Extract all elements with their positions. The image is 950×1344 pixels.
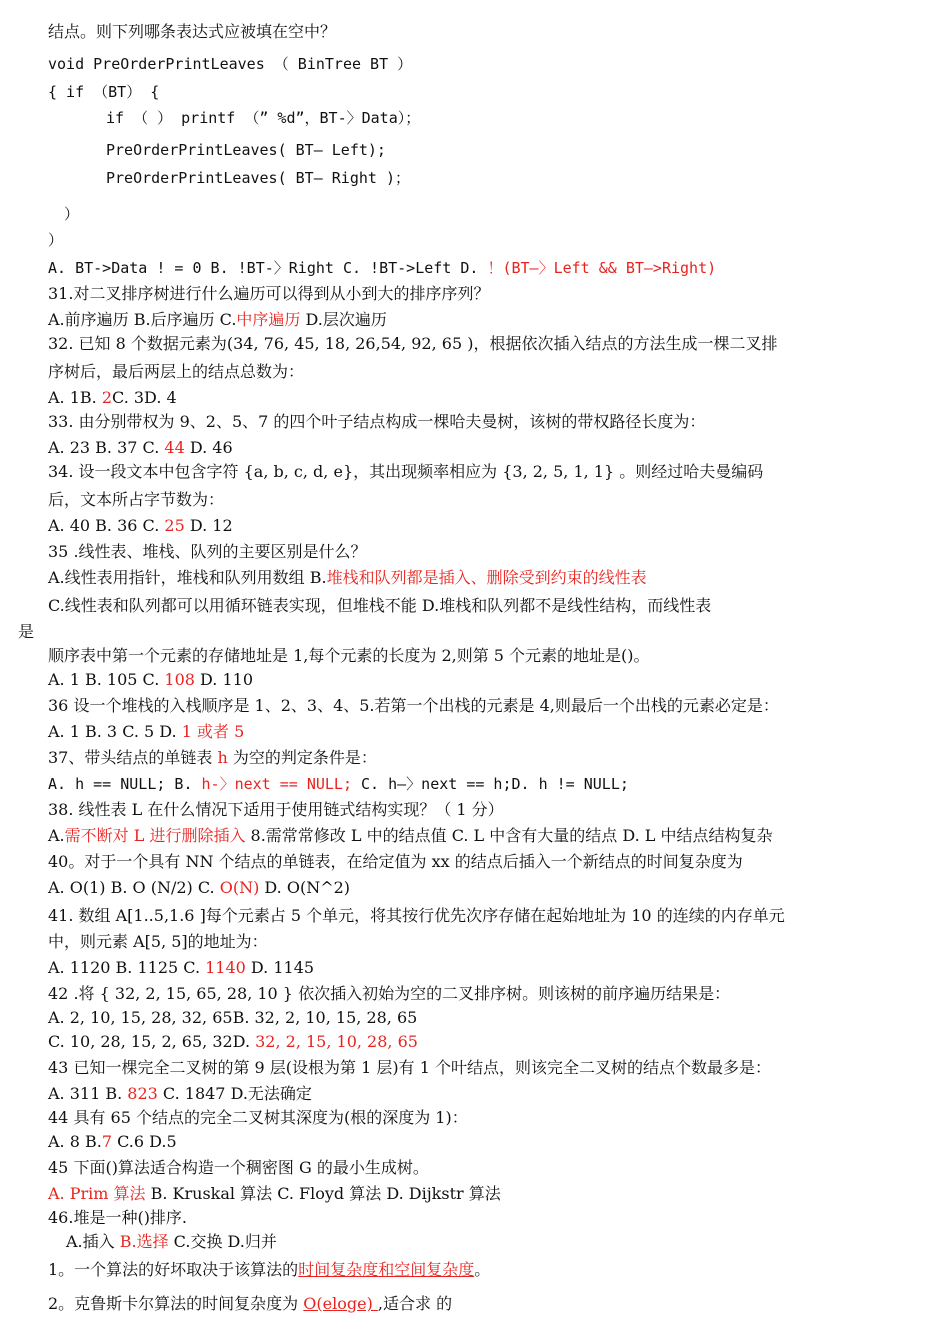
answer-text: O(N): [219, 878, 260, 897]
line-text: A. 1120 B. 1125 C.: [48, 958, 206, 977]
text-line: [48, 670, 253, 690]
line-text: 2。克鲁斯卡尔算法的时间复杂度为: [48, 1294, 304, 1313]
text-line: [48, 722, 244, 742]
line-text: 42 .将 { 32, 2, 15, 65, 28, 10 } 依次插入初始为空的二叉排序树。则该树的前序遍历结果是：: [48, 984, 731, 1003]
text-line: [48, 542, 367, 562]
line-text: void PreOrderPrintLeaves （ BinTree BT ）: [48, 55, 413, 73]
line-text: 32. 已知 8 个数据元素为(34, 76, 45, 18, 26,54, 92, 65 )，根据依次插入结点的方法生成一棵二叉排: [48, 334, 778, 353]
answer-text: 时间复杂度和空间复杂度: [298, 1260, 475, 1279]
text-line: [48, 696, 779, 716]
answer-text: ！(BT—〉Left && BT—>Right): [487, 259, 717, 277]
line-text: ）: [48, 231, 64, 249]
line-text: A. 1 B. 3 C. 5 D.: [48, 722, 182, 741]
answer-text: 7: [101, 1132, 113, 1151]
line-text: C. 1847 D.无法确定: [157, 1084, 312, 1103]
line-text: A.前序遍历 B.后序遍历 C.: [48, 310, 237, 329]
text-line: [48, 958, 314, 978]
text-line: [48, 1132, 177, 1152]
answer-text: 1140: [205, 958, 246, 977]
line-text: 后，文本所占字节数为：: [48, 490, 225, 509]
text-line: [48, 490, 224, 510]
text-line: [48, 826, 772, 846]
text-line: [18, 622, 34, 642]
text-line: [48, 800, 504, 820]
line-text: 中，则元素 A[5, 5]的地址为：: [48, 932, 268, 951]
text-line: [48, 388, 177, 408]
text-line: [48, 774, 629, 794]
line-text: A.插入: [66, 1232, 120, 1251]
answer-text: 2: [101, 388, 113, 407]
text-line: [48, 1294, 452, 1314]
answer-text: 1 或者 5: [181, 722, 245, 741]
text-line: [48, 748, 377, 768]
answer-text: 堆栈和队列都是插入、删除受到约束的线性表: [326, 568, 647, 587]
line-text: C.交换 D.归并: [168, 1232, 277, 1251]
line-text: 序树后，最后两层上的结点总数为：: [48, 362, 305, 381]
text-line: [48, 568, 647, 588]
line-text: 44 具有 65 个结点的完全二叉树其深度为(根的深度为 1)：: [48, 1108, 468, 1127]
text-line: [106, 140, 386, 160]
text-line: [48, 1008, 417, 1028]
line-text: D. 1145: [245, 958, 315, 977]
line-text: A. 8 B.: [48, 1132, 102, 1151]
text-line: [48, 412, 705, 432]
text-line: [48, 334, 777, 354]
line-text: C.6 D.5: [112, 1132, 177, 1151]
answer-text: h: [217, 748, 228, 767]
text-line: [48, 1032, 418, 1052]
text-line: [64, 204, 79, 224]
line-text: D.层次遍历: [300, 310, 387, 329]
line-text: 45 下面()算法适合构造一个稠密图 G 的最小生成树。: [48, 1158, 429, 1177]
line-text: C.线性表和队列都可以用循环链表实现，但堆栈不能 D.堆栈和队列都不是线性结构，而线性表: [48, 596, 712, 615]
line-text: A. 40 B. 36 C.: [48, 516, 165, 535]
answer-text: h-〉next == NULL;: [201, 775, 352, 793]
text-line: [48, 82, 159, 102]
line-text: 41. 数组 A[1..5,1.6 ]每个元素占 5 个单元，将其按行优先次序存储在起始地址为 10 的连续的内存单元: [48, 906, 785, 925]
text-line: [48, 596, 711, 616]
text-line: [48, 1058, 771, 1078]
text-line: [48, 516, 233, 536]
line-text: 36 设一个堆栈的入栈顺序是 1、2、3、4、5.若第一个出栈的元素是 4,则最后一个出栈的元素必定是：: [48, 696, 779, 715]
line-text: 。: [474, 1260, 491, 1279]
line-text: A. O(1) B. O (N/2) C.: [48, 878, 220, 897]
line-text: D. O(N^2): [259, 878, 351, 897]
line-text: { if （BT） {: [48, 83, 160, 101]
text-line: [48, 932, 268, 952]
line-text: 38. 线性表 L 在什么情况下适用于使用链式结构实现？（ 1 分）: [48, 800, 504, 819]
text-line: [48, 54, 412, 74]
answer-text: 需不断对 L 进行删除插入: [64, 826, 246, 845]
text-line: [48, 878, 350, 898]
text-line: [48, 984, 730, 1004]
line-text: A.: [48, 826, 65, 845]
text-line: [48, 1158, 429, 1178]
answer-text: B.选择: [119, 1232, 169, 1251]
line-text: C. 3D. 4: [112, 388, 177, 407]
line-text: A. 1 B. 105 C.: [48, 670, 165, 689]
line-text: C. 10, 28, 15, 2, 65, 32D.: [48, 1032, 256, 1051]
text-line: [48, 852, 743, 872]
line-text: C. h—〉next == h;D. h != NULL;: [352, 775, 629, 793]
line-text: A. 23 B. 37 C.: [48, 438, 165, 457]
answer-text: 32, 2, 15, 10, 28, 65: [255, 1032, 418, 1051]
line-text: A. 2, 10, 15, 28, 32, 65B. 32, 2, 10, 15, 28, 65: [48, 1008, 418, 1027]
line-text: 40。对于一个具有 NN 个结点的单链表，在给定值为 xx 的结点后插入一个新结点的时间复杂度为: [48, 852, 743, 871]
line-text: 结点。则下列哪条表达式应被填在空中？: [48, 22, 337, 41]
line-text: if （ ） printf （” %d”，BT-〉Data）；: [106, 109, 421, 127]
line-text: 1。一个算法的好坏取决于该算法的: [48, 1260, 299, 1279]
line-text: A.线性表用指针，堆栈和队列用数组 B.: [48, 568, 327, 587]
text-line: [48, 22, 336, 42]
line-text: 33. 由分别带权为 9、2、5、7 的四个叶子结点构成一棵哈夫曼树，该树的带权路径长度为：: [48, 412, 706, 431]
line-text: 35 .线性表、堆栈、队列的主要区别是什么？: [48, 542, 367, 561]
line-text: 34. 设一段文本中包含字符 {a, b, c, d, e}，其出现频率相应为 {3, 2, 5, 1, 1} 。则经过哈夫曼编码: [48, 462, 764, 481]
text-line: [106, 168, 410, 188]
answer-text: A. Prim 算法: [48, 1184, 146, 1203]
answer-text: 823: [127, 1084, 158, 1103]
line-text: 31.对二叉排序树进行什么遍历可以得到从小到大的排序序列？: [48, 284, 490, 303]
line-text: PreOrderPrintLeaves( BT— Left);: [106, 141, 386, 159]
line-text: D. 12: [184, 516, 233, 535]
line-text: 为空的判定条件是：: [227, 748, 377, 767]
line-text: D. 46: [184, 438, 233, 457]
line-text: PreOrderPrintLeaves( BT— Right )；: [106, 169, 410, 187]
answer-text: 44: [164, 438, 185, 457]
line-text: A. h == NULL; B.: [48, 775, 202, 793]
text-line: [48, 230, 63, 250]
text-line: [106, 108, 420, 128]
answer-text: 25: [164, 516, 185, 535]
line-text: ,适合求 的: [377, 1294, 453, 1313]
answer-text: 108: [164, 670, 195, 689]
line-text: 顺序表中第一个元素的存储地址是 1,每个元素的长度为 2,则第 5 个元素的地址是()。: [48, 646, 650, 665]
line-text: 8.需常常修改 L 中的结点值 C. L 中含有大量的结点 D. L 中结点结构复杂: [245, 826, 773, 845]
text-line: [48, 1184, 501, 1204]
line-text: A. BT->Data ! = 0 B. !BT-〉Right C. !BT->Left D.: [48, 259, 488, 277]
text-line: [66, 1232, 277, 1252]
answer-text: O(eloge): [303, 1294, 378, 1313]
text-line: [48, 284, 489, 304]
line-text: A. 311 B.: [48, 1084, 128, 1103]
text-line: [48, 438, 233, 458]
line-text: 是: [18, 622, 35, 641]
line-text: 46.堆是一种()排序.: [48, 1208, 188, 1227]
text-line: [48, 310, 387, 330]
answer-text: 中序遍历: [236, 310, 301, 329]
line-text: 43 已知一棵完全二叉树的第 9 层(设根为第 1 层)有 1 个叶结点，则该完全二叉树的结点个数最多是：: [48, 1058, 771, 1077]
text-line: [48, 258, 716, 278]
line-text: 37、带头结点的单链表: [48, 748, 218, 767]
text-line: [48, 1084, 312, 1104]
text-line: [48, 1260, 490, 1280]
line-text: D. 110: [194, 670, 253, 689]
line-text: A. 1B.: [48, 388, 102, 407]
line-text: B. Kruskal 算法 C. Floyd 算法 D. Dijkstr 算法: [145, 1184, 501, 1203]
text-line: [48, 646, 650, 666]
text-line: [48, 1208, 187, 1228]
line-text: ）: [64, 205, 80, 223]
text-line: [48, 906, 785, 926]
text-line: [48, 1108, 468, 1128]
text-line: [48, 362, 304, 382]
text-line: [48, 462, 763, 482]
